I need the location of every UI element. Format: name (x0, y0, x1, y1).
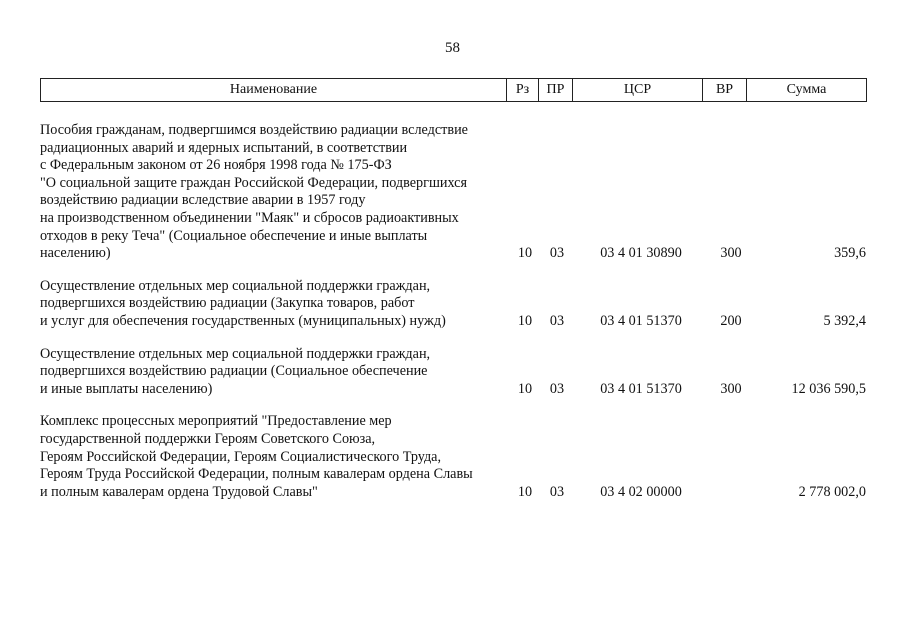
row-name-line: Комплекс процессных мероприятий "Предоставление мер (40, 413, 392, 430)
row-vr: 300 (720, 380, 742, 397)
header-name: Наименование (41, 79, 507, 102)
table-row (40, 346, 866, 399)
table-header (40, 78, 867, 102)
row-name-line: Осуществление отдельных мер социальной поддержки граждан, (40, 345, 431, 362)
table-body (40, 122, 866, 516)
page-number: 58 (445, 40, 460, 56)
row-name (40, 346, 510, 399)
row-vr: 300 (720, 245, 742, 262)
header-vr: ВР (703, 79, 747, 102)
row-name-line: с Федеральным законом от 26 ноября 1998 года № 175-ФЗ (40, 157, 392, 174)
header-rz: Рз (507, 79, 539, 102)
row-name-line: Осуществление отдельных мер социальной поддержки граждан, (40, 277, 431, 294)
header-csr: ЦСР (573, 79, 703, 102)
row-pr: 03 (549, 380, 565, 397)
row-pr: 03 (549, 245, 565, 262)
row-name-line: и услуг для обеспечения государственных (муниципальных) нужд) (40, 312, 446, 329)
row-csr: 03 4 01 51370 (600, 312, 682, 329)
row-name-line: на производственном объединении "Маяк" и сбросов радиоактивных (40, 209, 459, 226)
row-csr: 03 4 01 30890 (600, 245, 682, 262)
row-pr: 03 (549, 312, 565, 329)
row-name-line: отходов в реку Теча" (Социальное обеспечение и иные выплаты (40, 227, 428, 244)
table-row (40, 278, 866, 331)
row-name-line: подвергшихся воздействию радиации (Социальное обеспечение (40, 363, 428, 380)
row-name-line: и полным кавалерам ордена Трудовой Славы" (40, 483, 318, 500)
row-name-line: и иные выплаты населению) (40, 380, 213, 397)
row-csr: 03 4 02 00000 (600, 483, 682, 500)
row-name (40, 278, 510, 331)
row-sum: 12 036 590,5 (791, 380, 866, 397)
row-name-line: Героям Труда Российской Федерации, полным кавалерам ордена Славы (40, 466, 473, 483)
row-name (40, 413, 510, 501)
row-csr: 03 4 01 51370 (600, 380, 682, 397)
table-row (40, 122, 866, 263)
row-rz: 10 (517, 312, 533, 329)
row-pr: 03 (549, 483, 565, 500)
row-vr: 200 (720, 312, 742, 329)
row-sum: 359,6 (834, 245, 866, 262)
row-name (40, 122, 510, 263)
header-pr: ПР (539, 79, 573, 102)
table-row (40, 413, 866, 501)
row-name-line: воздействию радиации вследствие аварии в 1957 году (40, 192, 366, 209)
row-sum: 2 778 002,0 (798, 483, 866, 500)
row-name-line: "О социальной защите граждан Российской Федерации, подвергшихся (40, 174, 467, 191)
row-name-line: радиационных аварий и ядерных испытаний, в соответствии (40, 139, 408, 156)
row-name-line: Пособия гражданам, подвергшимся воздействию радиации вследствие (40, 122, 468, 138)
row-sum: 5 392,4 (823, 312, 866, 329)
row-rz: 10 (517, 245, 533, 262)
row-name-line: Героям Российской Федерации, Героям Социалистического Труда, (40, 448, 442, 465)
header-sum: Сумма (747, 79, 867, 102)
row-rz: 10 (517, 483, 533, 500)
row-name-line: подвергшихся воздействию радиации (Закупка товаров, работ (40, 295, 415, 312)
row-name-line: населению) (40, 245, 111, 262)
row-name-line: государственной поддержки Героям Советского Союза, (40, 430, 376, 447)
row-rz: 10 (517, 380, 533, 397)
